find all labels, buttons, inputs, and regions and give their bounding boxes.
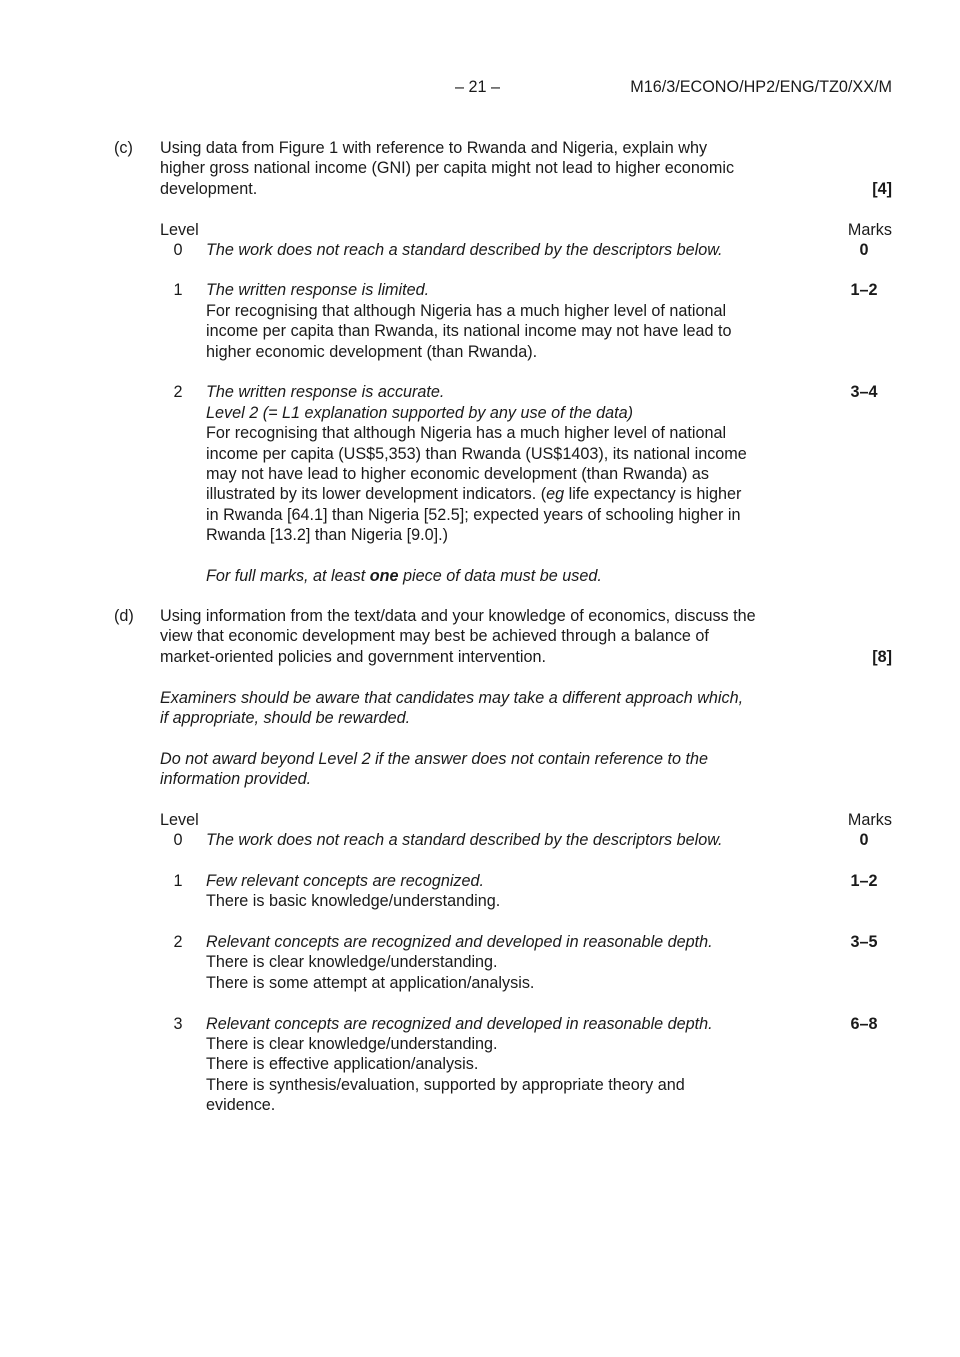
descriptor-lead: Relevant concepts are recognized and developed in reasonable depth. xyxy=(206,933,713,952)
level-descriptor xyxy=(206,382,816,586)
part-body xyxy=(160,606,892,1116)
level-descriptor xyxy=(206,871,806,912)
descriptor-lead: The written response is accurate. xyxy=(206,383,445,402)
level-row xyxy=(160,932,892,993)
text-line: view that economic development may best be achieved through a balance of xyxy=(160,627,709,646)
part-label: (d) xyxy=(114,607,134,625)
descriptor-lead: The work does not reach a standard described by the descriptors below. xyxy=(206,831,723,850)
eg-abbrev: eg xyxy=(546,485,565,504)
descriptor-lead: Few relevant concepts are recognized. xyxy=(206,871,485,890)
descriptor-line: higher economic development (than Rwanda). xyxy=(206,342,538,361)
descriptor-line: evidence. xyxy=(206,1096,276,1115)
level-row xyxy=(160,240,892,260)
level-number: 0 xyxy=(173,831,183,850)
level-number: 1 xyxy=(173,871,183,890)
total-marks: [4] xyxy=(872,179,892,198)
level-table-header xyxy=(160,220,892,240)
level-row xyxy=(160,830,892,850)
line-segment: illustrated by its lower development indicators. ( xyxy=(206,485,547,504)
descriptor-line: may not have lead to higher economic development (than Rwanda) as xyxy=(206,465,710,484)
level-marks: 1–2 xyxy=(850,871,878,890)
level-descriptor xyxy=(206,1014,806,1116)
line-segment: life expectancy is higher xyxy=(564,485,742,504)
level-marks: 3–4 xyxy=(850,383,878,402)
level-descriptor xyxy=(206,280,806,362)
text-line: development. xyxy=(160,179,258,198)
descriptor-lead: Relevant concepts are recognized and developed in reasonable depth. xyxy=(206,1014,713,1033)
examiner-note xyxy=(160,688,892,729)
text-line: market-oriented policies and government intervention. xyxy=(160,647,547,666)
descriptor-line: in Rwanda [64.1] than Nigeria [52.5]; expected years of schooling higher in xyxy=(206,505,741,524)
level-header: Level xyxy=(160,811,199,830)
note-segment: piece of data must be used. xyxy=(398,567,602,586)
part-label: (c) xyxy=(114,139,133,157)
level-row xyxy=(160,280,892,362)
total-marks: [8] xyxy=(872,647,892,666)
level-table-header xyxy=(160,810,892,830)
descriptor-line: income per capita than Rwanda, its national income may not have lead to xyxy=(206,322,732,341)
level-descriptor xyxy=(206,932,806,993)
level-marks: 6–8 xyxy=(850,1014,878,1033)
level-marks: 3–5 xyxy=(850,933,878,952)
level-row xyxy=(160,382,892,586)
question-text xyxy=(160,606,820,667)
level-number: 1 xyxy=(173,281,183,300)
descriptor-lead: The written response is limited. xyxy=(206,281,430,300)
award-note xyxy=(160,749,892,790)
level-number: 3 xyxy=(173,1014,183,1033)
descriptor-line: There is clear knowledge/understanding. xyxy=(206,1035,498,1054)
note-line: if appropriate, should be rewarded. xyxy=(160,709,411,728)
note-segment: For full marks, at least xyxy=(206,567,370,586)
document-code: M16/3/ECONO/HP2/ENG/TZ0/XX/M xyxy=(630,78,892,96)
note-line: information provided. xyxy=(160,770,312,789)
page-number: – 21 – xyxy=(455,78,501,96)
level-marks: 0 xyxy=(859,831,869,850)
level-descriptor xyxy=(206,830,806,850)
descriptor-line: There is some attempt at application/analysis. xyxy=(206,973,535,992)
level-marks: 0 xyxy=(859,240,869,259)
descriptor-line: For recognising that although Nigeria has a much higher level of national xyxy=(206,424,727,443)
descriptor-line: Rwanda [13.2] than Nigeria [9.0].) xyxy=(206,526,449,545)
descriptor-line: For recognising that although Nigeria has a much higher level of national xyxy=(206,301,727,320)
descriptor-line: There is clear knowledge/understanding. xyxy=(206,953,498,972)
level-number: 0 xyxy=(173,240,183,259)
text-line: Using data from Figure 1 with reference to Rwanda and Nigeria, explain why xyxy=(160,139,708,157)
part-body xyxy=(160,138,892,586)
level-header: Level xyxy=(160,220,199,239)
note-line: Do not award beyond Level 2 if the answer does not contain reference to the xyxy=(160,749,709,768)
note-emphasis: one xyxy=(369,567,399,586)
level-row xyxy=(160,871,892,912)
descriptor-sublead: Level 2 (= L1 explanation supported by any use of the data) xyxy=(206,403,634,422)
descriptor-line: There is basic knowledge/understanding. xyxy=(206,892,501,911)
full-marks-note xyxy=(206,566,816,586)
descriptor-lead: The work does not reach a standard described by the descriptors below. xyxy=(206,240,723,259)
descriptor-line: There is synthesis/evaluation, supported by appropriate theory and xyxy=(206,1075,685,1094)
descriptor-line: There is effective application/analysis. xyxy=(206,1055,479,1074)
level-number: 2 xyxy=(173,933,183,952)
text-line: Using information from the text/data and your knowledge of economics, discuss the xyxy=(160,607,756,625)
level-marks: 1–2 xyxy=(850,281,878,300)
note-line: Examiners should be aware that candidates may take a different approach which, xyxy=(160,688,744,707)
level-number: 2 xyxy=(173,383,183,402)
descriptor-line: income per capita (US$5,353) than Rwanda (US$1403), its national income xyxy=(206,444,747,463)
marks-header: Marks xyxy=(847,811,892,830)
text-line: higher gross national income (GNI) per capita might not lead to higher economic xyxy=(160,159,735,178)
level-descriptor xyxy=(206,240,806,260)
level-row xyxy=(160,1014,892,1116)
question-text xyxy=(160,138,820,199)
descriptor-line xyxy=(206,484,816,504)
marks-header: Marks xyxy=(847,220,892,239)
